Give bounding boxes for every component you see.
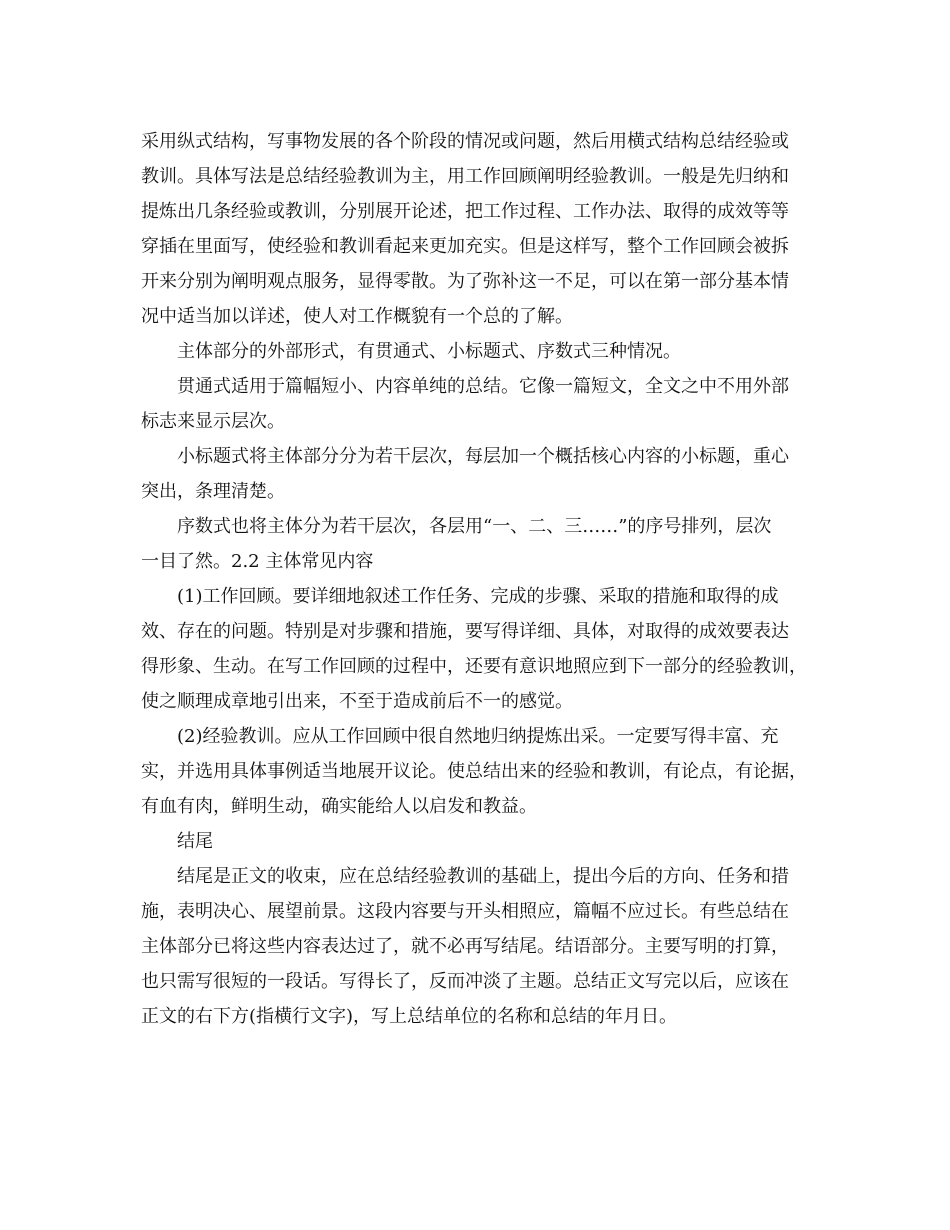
text-line: 小标题式将主体部分分为若干层次，每层加一个概括核心内容的小标题，重心 [177, 446, 789, 467]
text-line: 主体部分已将这些内容表达过了，就不必再写结尾。结语部分。主要写明的打算， [141, 936, 789, 957]
text-line: 正文的右下方(指横行文字)，写上总结单位的名称和总结的年月日。 [141, 1006, 678, 1027]
text-line: 穿插在里面写，使经验和教训看起来更加充实。但是这样写，整个工作回顾会被拆 [141, 236, 789, 257]
text-line: 贯通式适用于篇幅短小、内容单纯的总结。它像一篇短文，全文之中不用外部 [177, 376, 789, 397]
text-line: 效、存在的问题。特别是对步骤和措施，要写得详细、具体，对取得的成效要表达 [141, 621, 789, 642]
section-heading: 结尾 [177, 831, 213, 852]
text-line: 主体部分的外部形式，有贯通式、小标题式、序数式三种情况。 [177, 341, 681, 362]
text-line: 得形象、生动。在写工作回顾的过程中，还要有意识地照应到下一部分的经验教训， [141, 656, 807, 677]
text-line: 开来分别为阐明观点服务，显得零散。为了弥补这一不足，可以在第一部分基本情 [141, 271, 789, 292]
text-line: 教训。具体写法是总结经验教训为主，用工作回顾阐明经验教训。一般是先归纳和 [141, 166, 789, 187]
text-line: 况中适当加以详述，使人对工作概貌有一个总的了解。 [141, 306, 573, 327]
text-line: 采用纵式结构，写事物发展的各个阶段的情况或问题，然后用横式结构总结经验或 [141, 131, 789, 152]
text-line: 标志来显示层次。 [141, 411, 285, 432]
text-line: 一目了然。2.2 主体常见内容 [141, 551, 374, 572]
text-line: (2)经验教训。应从工作回顾中很自然地归纳提炼出采。一定要写得丰富、充 [177, 726, 779, 747]
text-line: 使之顺理成章地引出来，不至于造成前后不一的感觉。 [141, 691, 573, 712]
text-line: 实，并选用具体事例适当地展开议论。使总结出来的经验和教训，有论点，有论据， [141, 761, 807, 782]
text-line: 结尾是正文的收束，应在总结经验教训的基础上，提出今后的方向、任务和措 [177, 866, 789, 887]
text-line: 突出，条理清楚。 [141, 481, 285, 502]
text-line: 提炼出几条经验或教训，分别展开论述，把工作过程、工作办法、取得的成效等等 [141, 201, 789, 222]
text-line: 序数式也将主体分为若干层次，各层用“一、二、三……”的序号排列，层次 [177, 516, 772, 537]
text-line: 也只需写很短的一段话。写得长了，反而冲淡了主题。总结正文写完以后，应该在 [141, 971, 789, 992]
text-line: 有血有肉，鲜明生动，确实能给人以启发和教益。 [141, 796, 537, 817]
text-line: 施，表明决心、展望前景。这段内容要与开头相照应，篇幅不应过长。有些总结在 [141, 901, 789, 922]
text-line: (1)工作回顾。要详细地叙述工作任务、完成的步骤、采取的措施和取得的成 [177, 586, 779, 607]
